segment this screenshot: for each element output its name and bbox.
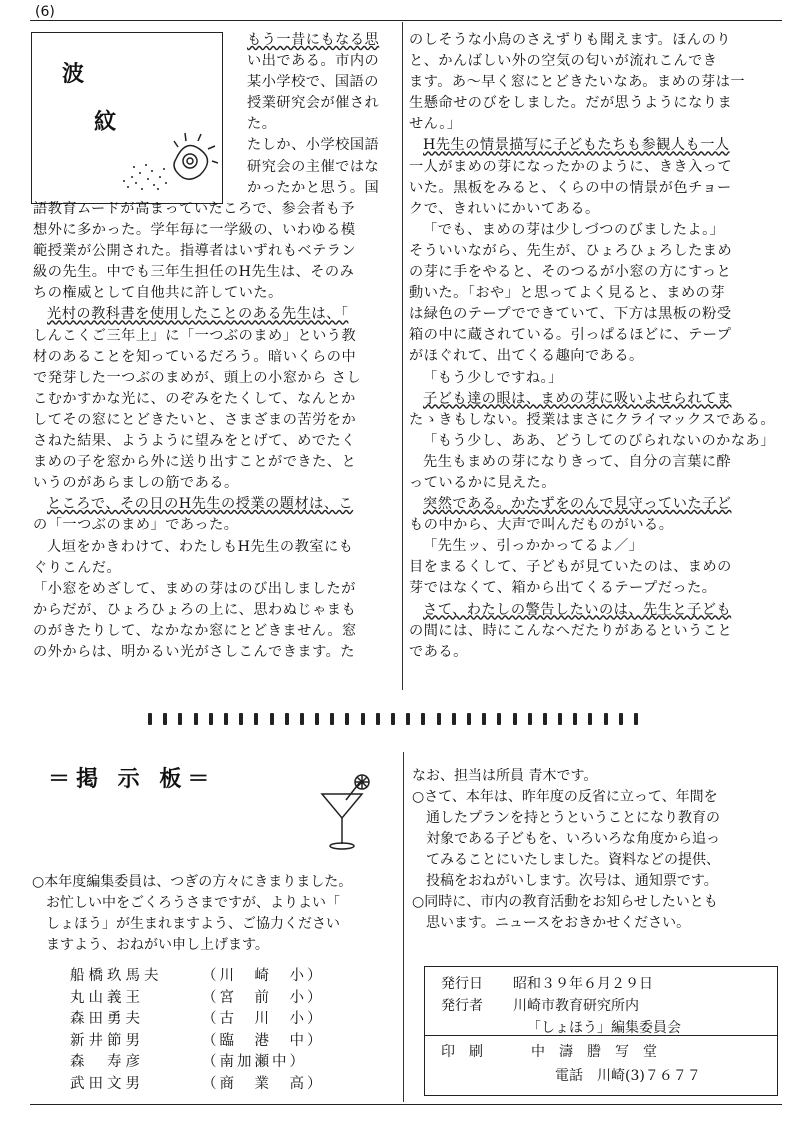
article-line: いうのがあらましの筋である。 — [33, 475, 239, 492]
board-line: 対象である子どもを、いろいろな角度から追っ — [412, 831, 720, 847]
article-line: こむかすかな光に、のぞみをたくして、なんとか — [33, 390, 356, 407]
article-line: 級の先生。中でも三年生担任のH先生は、そのみ — [33, 264, 355, 281]
print-label: 印 刷 — [441, 1044, 483, 1060]
article-line: 材のあることを知っているだろう。暗いくらの中 — [33, 348, 357, 365]
article-line: さて、わたしの警告したいのは、先生と子ども — [423, 601, 732, 618]
member-name: 丸山義王 — [70, 989, 144, 1006]
bottom-rule — [30, 1104, 782, 1105]
article-line: してその窓にとどきたいと、さまざまの苦労をか — [33, 411, 357, 428]
article-line: 「小窓をめざして、まめの芽はのび出しましたが — [33, 580, 356, 597]
article-line: 人垣をかきわけて、わたしもH先生の教室にも — [47, 538, 354, 555]
member-school: （商 業 高） — [202, 1075, 325, 1092]
article-line: まめの子を窓から外に送り出すことができた、と — [33, 454, 357, 471]
article-line: からだが、ひょろひょろの上に、思わぬじゃまも — [33, 601, 357, 618]
article-line: 先生もまめの芽になりきって、自分の言葉に酔 — [423, 453, 732, 470]
colophon-divider — [425, 1035, 777, 1036]
article-line: 芽ではなくて、箱から出てくるテープだった。 — [409, 580, 717, 597]
member-row — [70, 988, 325, 1010]
board-left-text — [32, 872, 400, 956]
article-intro — [247, 30, 397, 199]
article-line: さねた結果、ようように望みをとげて、めでたく — [33, 433, 356, 450]
member-name: 森 寿彦 — [70, 1054, 144, 1070]
article-line: ます。あ〜早く窓にとどきたいなあ。まめの芽は一 — [409, 74, 746, 91]
article-line: の外からは、明かるい光がさしこんできます。た — [33, 643, 355, 660]
telephone: 電話 川崎(3)７６７７ — [555, 1068, 701, 1084]
article-line: かったかと思う。国 — [247, 179, 380, 196]
member-row — [70, 966, 325, 988]
article-line: 一人がまめの芽になったかのように、きき入って — [409, 158, 733, 175]
article-line: がほぐれて、出てくる趣向である。 — [409, 348, 644, 365]
member-name: 船橋玖馬夫 — [70, 968, 163, 984]
article-line: ぐりこんだ。 — [33, 559, 122, 576]
member-row — [70, 1052, 325, 1074]
article-line: 某小学校で、国語の — [247, 74, 379, 91]
article-line: H先生の情景描写に子どもたちも参観人も一人 — [423, 137, 730, 154]
member-school: （臨 港 中） — [202, 1032, 325, 1049]
publisher-label: 発行者 — [441, 998, 483, 1014]
article-line: もの中から、大声で叫んだものがいる。 — [409, 517, 674, 534]
article-line: 「先生ッ、引っかかってるよ／」 — [423, 538, 644, 555]
board-line: てみることにいたしました。資料などの提供、 — [412, 852, 720, 868]
article-line: そういいながら、先生が、ひょろひょろしたまめ — [409, 242, 733, 259]
date-value: 昭和３９年６月２９日 — [513, 976, 653, 992]
committee-member-list — [70, 966, 325, 1095]
page-number: (6) — [35, 4, 55, 20]
date-label: 発行日 — [441, 976, 483, 992]
member-name: 武田文男 — [70, 1075, 144, 1092]
colophon-box — [424, 966, 778, 1096]
article-line: い出である。市内の — [247, 53, 380, 70]
article-line: のがきたりして、なかなか窓にとどきません。窓 — [33, 622, 357, 639]
board-line: しょほう」が生まれますよう、ご協力ください — [32, 916, 340, 932]
article-line: の「一つぶのまめ」であった。 — [33, 517, 239, 534]
board-line: 通したプランを持とうということになり教育の — [412, 810, 720, 826]
article-line: ところで、その日のH先生の授業の題材は、こ — [47, 496, 354, 513]
section-separator — [148, 713, 638, 731]
article-line: 子ども達の眼は、まめの芽に吸いよせられてま — [423, 390, 732, 407]
board-line: ○本年度編集委員は、つぎの方々にきまりました。 — [32, 874, 353, 890]
board-line: ○さて、本年は、昨年度の反省に立って、年間を — [412, 789, 718, 805]
article-line: のしそうな小鳥のさえずりも聞えます。ほんのり — [409, 32, 731, 48]
article-line: 「もう少しですね。」 — [423, 369, 563, 386]
shell-illustration-icon — [118, 129, 218, 199]
article-line: たゝきもしない。授業はまさにクライマックスである。 — [409, 411, 776, 428]
member-row — [70, 1031, 325, 1053]
article-line: 突然である。かたずをのんで見守っていた子ど — [423, 496, 732, 513]
article-line: 生懸命せのびをしました。だが思うようになりま — [409, 95, 733, 112]
article-line: の間には、時にこんなへだたりがあるということ — [409, 622, 733, 639]
article-line: 「でも、まめの芽は少しづつのびましたよ。」 — [423, 221, 725, 238]
article-line: いた。黒板をみると、くらの中の情景が色チョー — [409, 179, 732, 196]
publisher-value: 川崎市教育研究所内 — [513, 998, 639, 1014]
board-line: ますよう、おねがい申し上げます。 — [32, 937, 269, 953]
article-left-column — [33, 199, 399, 663]
cocktail-glass-icon — [316, 772, 376, 852]
article-line: 範授業が公開された。指導者はいずれもベテラン — [33, 243, 357, 260]
board-right-text — [412, 766, 784, 934]
board-column-divider — [403, 752, 404, 1102]
article-line: 授業研究会が催され — [247, 95, 380, 112]
print-value: 中 濤 謄 写 堂 — [531, 1044, 657, 1060]
article-right-column — [409, 30, 783, 663]
hamon-title-box — [31, 32, 223, 204]
article-line: せん。」 — [409, 116, 462, 133]
member-row — [70, 1009, 325, 1031]
member-school: （古 川 小） — [202, 1011, 325, 1027]
article-line: 動いた。「おや」と思ってよく見ると、まめの芽 — [409, 285, 726, 302]
article-line: た。 — [247, 116, 277, 133]
board-line: お忙しい中をごくろうさまですが、よりよい「 — [32, 895, 340, 911]
article-line: である。 — [409, 643, 468, 660]
member-school: （川 崎 小） — [202, 968, 325, 984]
article-line: は緑色のテープでできていて、下方は黒板の粉受 — [409, 306, 732, 323]
article-line: ちの権威として自他共に許していた。 — [33, 285, 283, 302]
member-name: 森田勇夫 — [70, 1011, 144, 1027]
member-row — [70, 1074, 325, 1096]
member-school: （南加瀬中） — [202, 1054, 307, 1070]
article-line: 目をまるくして、子どもが見ていたのは、まめの — [409, 559, 732, 576]
publisher-committee: 「しょほう」編集委員会 — [527, 1020, 681, 1036]
article-line: 箱の中に蔵されている。引っぱるほどに、テープ — [409, 327, 732, 344]
article-line: っているかに見えた。 — [409, 474, 556, 491]
article-line: 「もう少し、ああ、どうしてのびられないのかなあ」 — [423, 432, 775, 449]
article-line: 光村の教科書を使用したことのある先生は、「 — [47, 306, 349, 323]
article-line: もう一昔にもなる思 — [247, 32, 380, 48]
board-line: なお、担当は所員 青木です。 — [412, 768, 598, 784]
article-line: と、かんばしい外の空気の匂いが流れこんでき — [409, 53, 718, 70]
article-line: で発芽した一つぶのまめが、頭上の小窓から さし — [33, 369, 362, 386]
board-title: ＝掲 示 板＝ — [48, 766, 216, 792]
article-line: しんこくご三年上」に「一つぶのまめ」という教 — [33, 327, 357, 344]
article-line: 研究会の主催ではな — [247, 158, 380, 175]
hamon-title-char-2: 紋 — [94, 109, 117, 135]
article-line: たしか、小学校国語 — [247, 137, 380, 154]
article-line: の芽に手をやると、そのつるが小窓の方にすっと — [409, 264, 732, 281]
column-divider — [402, 22, 403, 690]
article-line: 想外に多かった。学年毎に一学級の、いわゆる模 — [33, 222, 356, 239]
board-line: 思います。ニュースをおきかせください。 — [412, 915, 691, 931]
article-line: クで、きれいにかいてある。 — [409, 200, 600, 217]
board-line: 投稿をおねがいします。次号は、通知票です。 — [412, 873, 718, 889]
member-school: （宮 前 小） — [202, 989, 325, 1006]
top-rule — [30, 20, 782, 21]
member-name: 新井節男 — [70, 1032, 144, 1049]
hamon-title-char-1: 波 — [62, 61, 85, 87]
article-line: 語教育ムードが高まっていたころで、参会者も予 — [33, 201, 355, 217]
board-line: ○同時に、市内の教育活動をお知らせしたいとも — [412, 894, 718, 910]
